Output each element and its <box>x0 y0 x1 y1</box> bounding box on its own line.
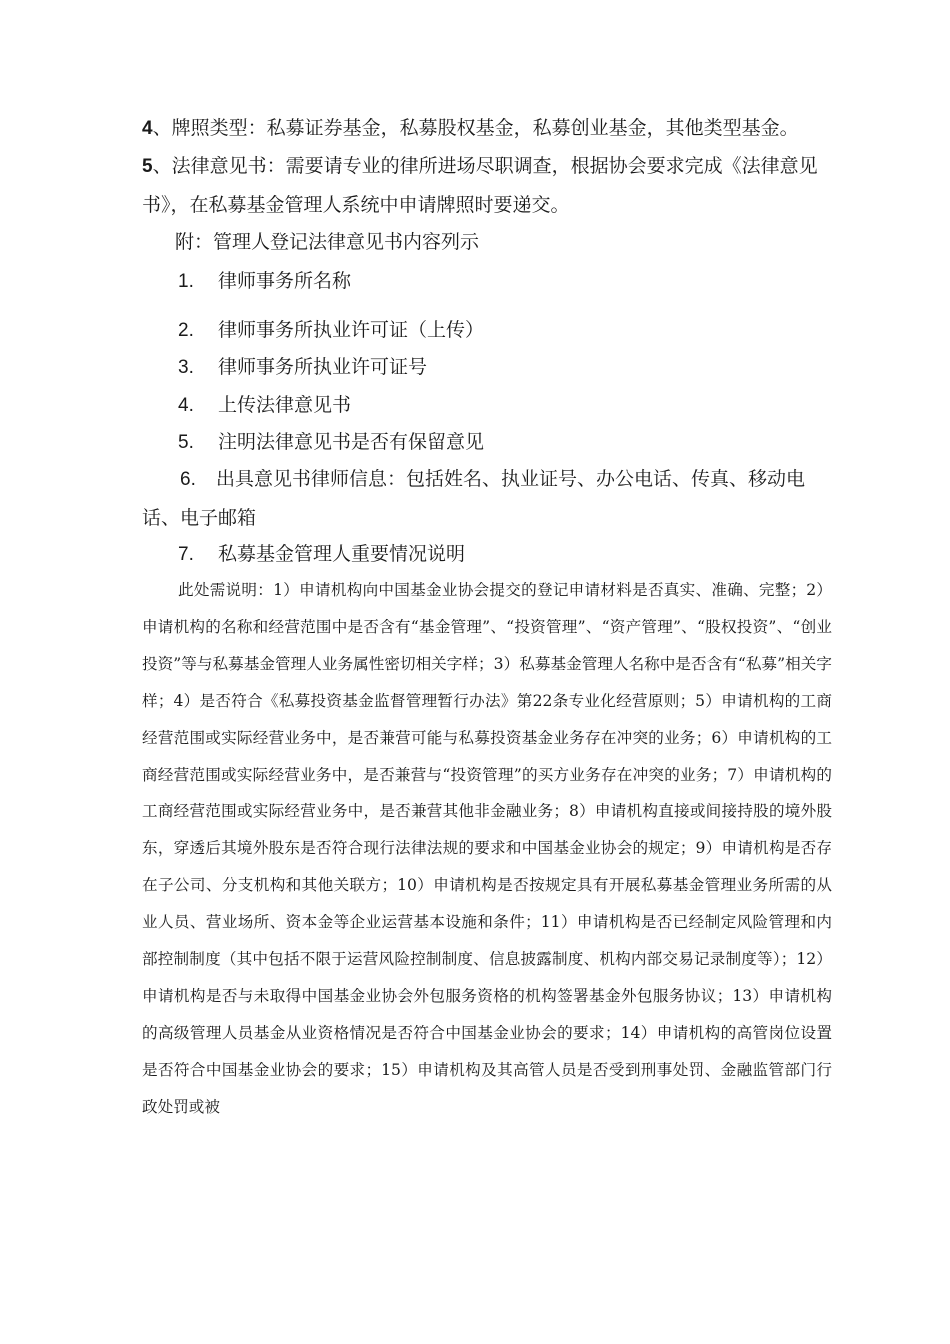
important-situation-explanation: 此处需说明：1）申请机构向中国基金业协会提交的登记申请材料是否真实、准确、完整；2）申请机构的名称和经营范围中是否含有“基金管理”、“投资管理”、“资产管理”、“股权投资”、“创业投资”等与私募基金管理人业务属性密切相关字样；3）私募基金管理人名称中是否含有“私募”相关字样；4）是否符合《私募投资基金监督管理暂行办法》第22条专业化经营原则；5）申请机构的工商经营范围或实际经营业务中，是否兼营可能与私募投资基金业务存在冲突的业务；6）申请机构的工商经营范围或实际经营业务中，是否兼营与“投资管理”的买方业务存在冲突的业务；7）申请机构的工商经营范围或实际经营业务中，是否兼营其他非金融业务；8）申请机构直接或间接持股的境外股东，穿透后其境外股东是否符合现行法律法规的要求和中国基金业协会的规定；9）申请机构是否存在子公司、分支机构和其他关联方；10）申请机构是否按规定具有开展私募基金管理业务所需的从业人员、营业场所、资本金等企业运营基本设施和条件；11）申请机构是否已经制定风险管理和内部控制制度（其中包括不限于运营风险控制制度、信息披露制度、机构内部交易记录制度等）；12）申请机构是否与未取得中国基金业协会外包服务资格的机构签署基金外包服务协议；13）申请机构的高级管理人员基金从业资格情况是否符合中国基金业协会的要求；14）申请机构的高管岗位设置是否符合中国基金业协会的要求；15）申请机构及其高管人员是否受到刑事处罚、金融监管部门行政处罚或被 <box>142 581 832 1116</box>
appendix-title: 附：管理人登记法律意见书内容列示 <box>175 231 480 253</box>
item-4-number: 4 <box>142 118 153 139</box>
list-item: 1. 律师事务所名称 <box>178 270 352 292</box>
list-item: 7. 私募基金管理人重要情况说明 <box>178 543 466 565</box>
list-item: 6. 出具意见书律师信息：包括姓名、执业证号、办公电话、传真、移动电话、电子邮箱 <box>142 468 806 529</box>
list-item: 4. 上传法律意见书 <box>178 394 352 416</box>
item-4-text: 、牌照类型：私募证券基金，私募股权基金，私募创业基金，其他类型基金。 <box>152 117 799 139</box>
list-item: 2. 律师事务所执业许可证（上传） <box>178 319 485 341</box>
item-5-text: 、法律意见书：需要请专业的律所进场尽职调查，根据协会要求完成《法律意见书》，在私募基金管理人系统中申请牌照时要递交。 <box>142 155 818 216</box>
item-5-legal-opinion <box>142 147 832 224</box>
item-5-number: 5 <box>142 156 153 177</box>
list-item: 3. 律师事务所执业许可证号 <box>178 356 428 378</box>
list-item: 5. 注明法律意见书是否有保留意见 <box>178 431 485 453</box>
item-4-license-types <box>142 109 832 148</box>
